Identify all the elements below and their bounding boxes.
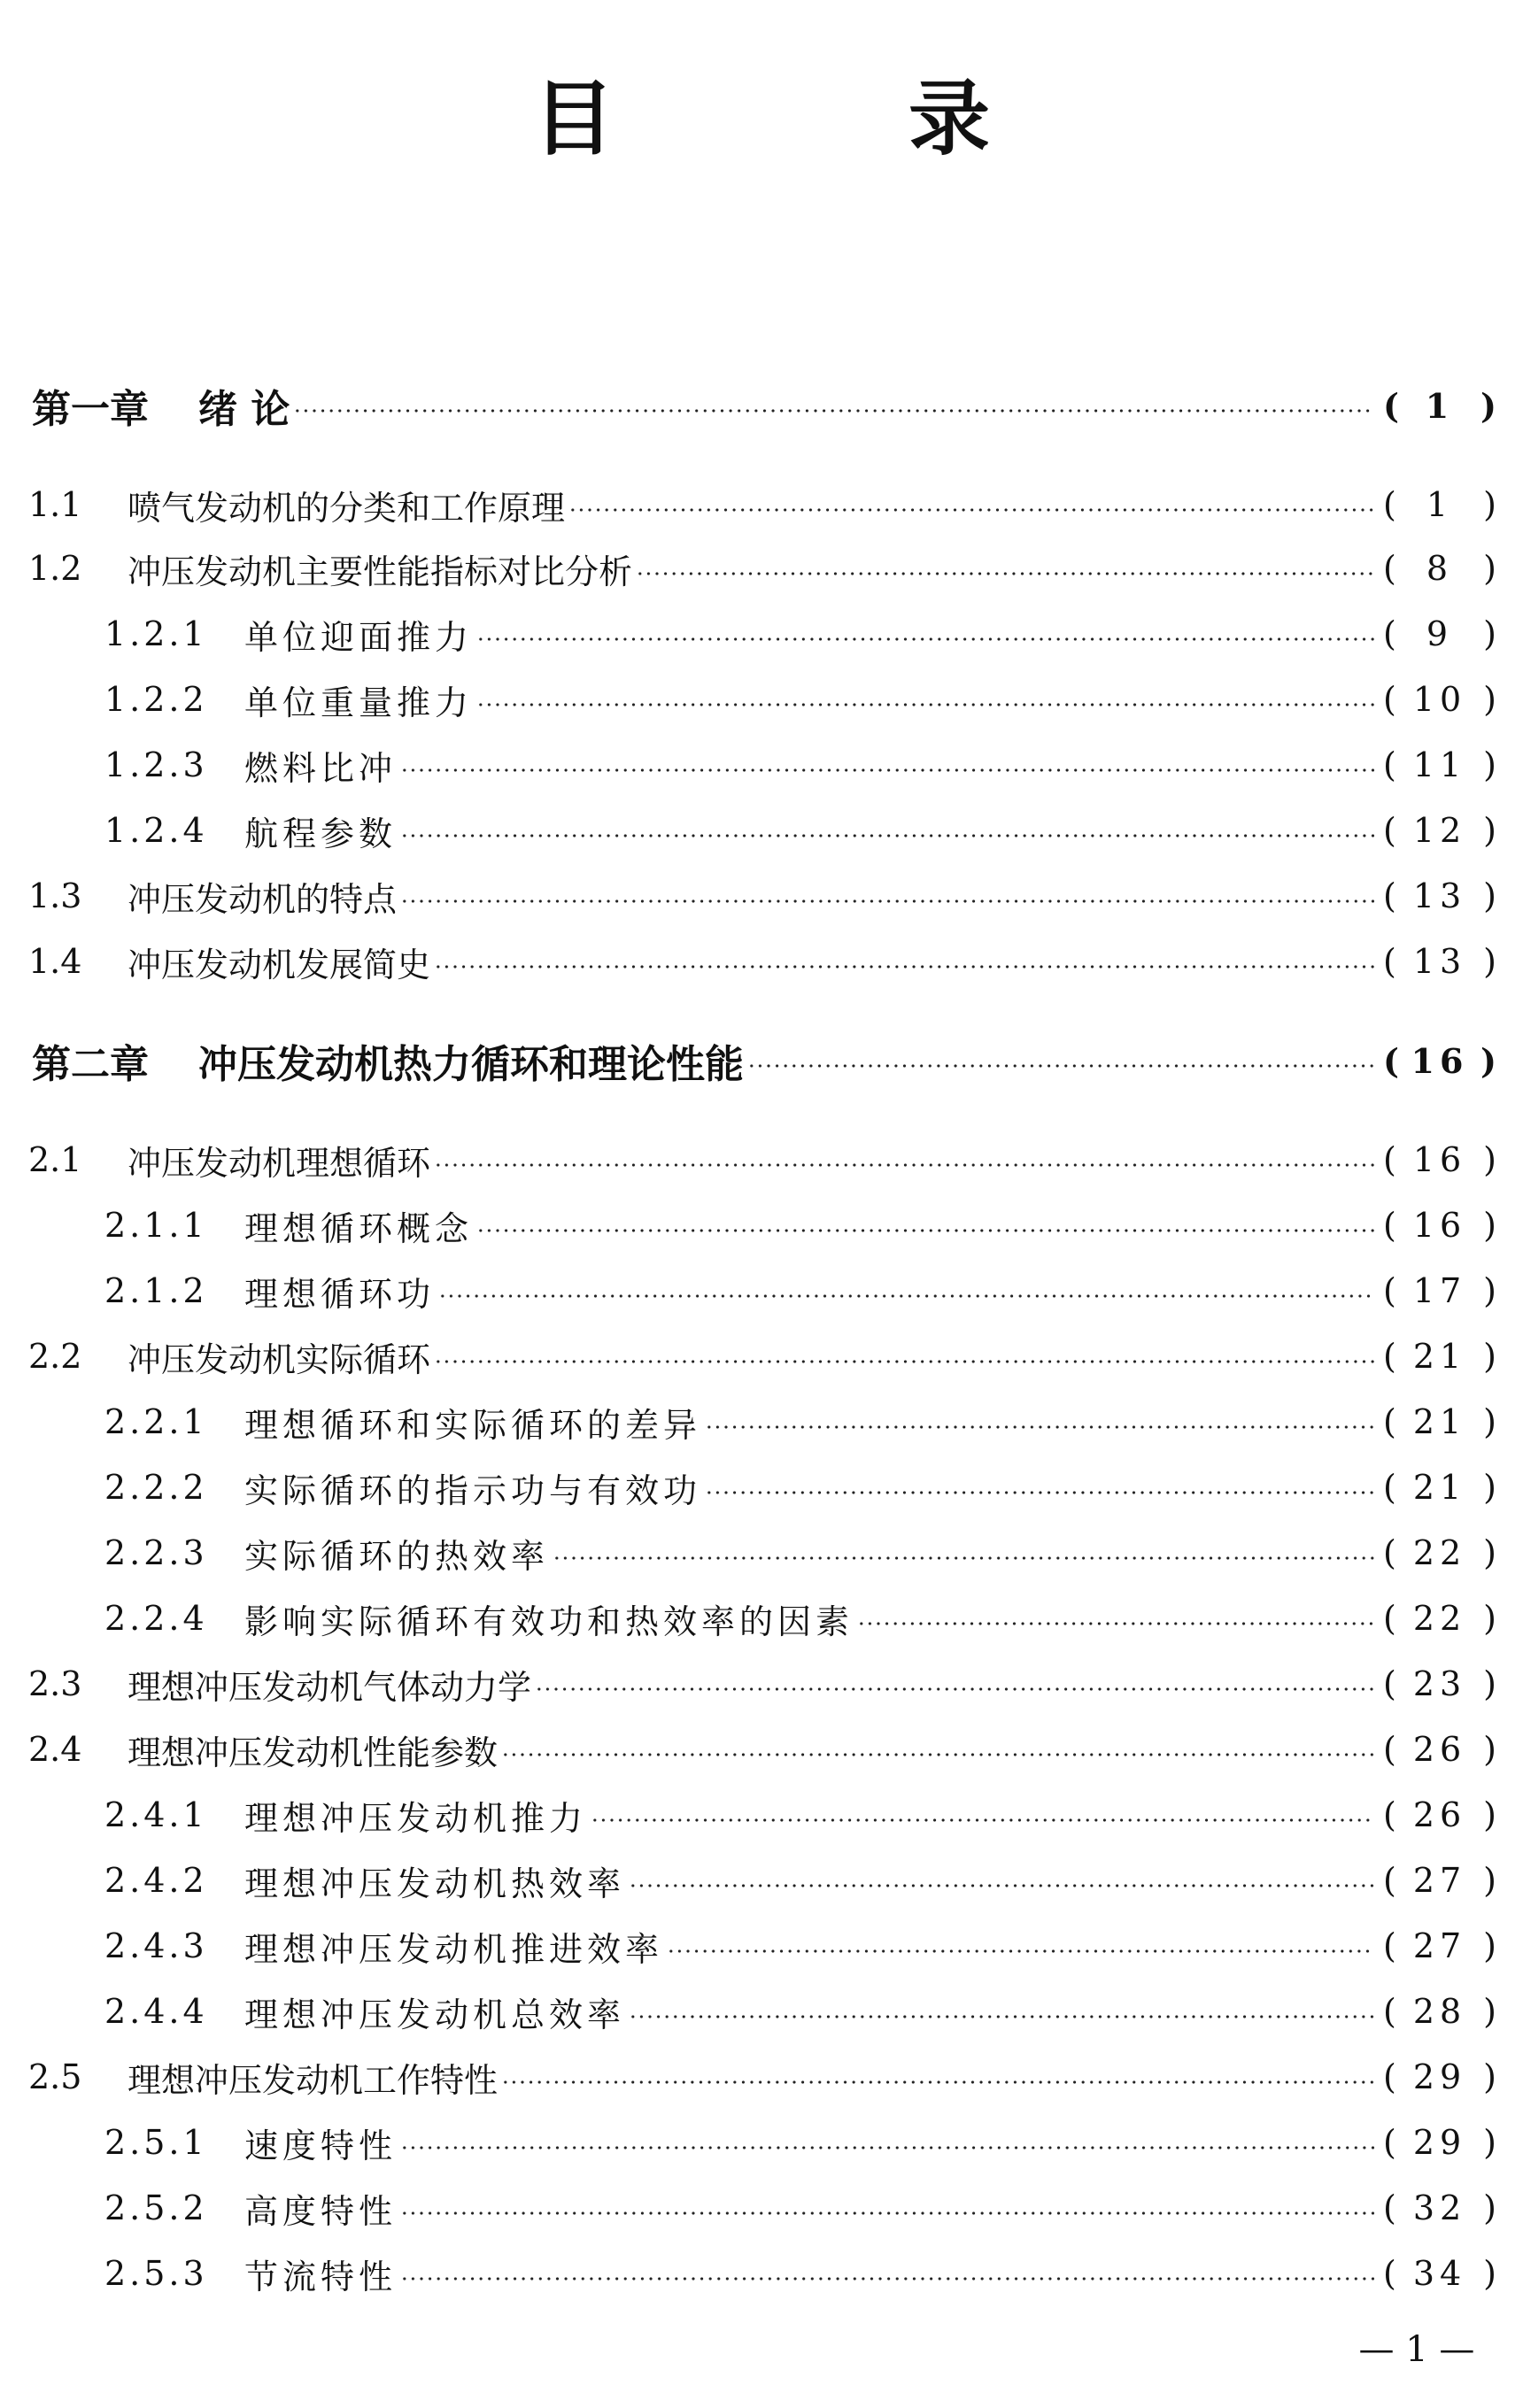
toc-entry-number: 1.3: [28, 876, 82, 915]
page-number-value: 9: [1426, 614, 1454, 653]
page-number-value: 22: [1412, 1599, 1467, 1638]
dot-leader: [438, 1294, 1374, 1298]
toc-entry-number: 2.2.4: [104, 1599, 208, 1638]
toc-entry-title: 理想冲压发动机热效率: [244, 1864, 626, 1903]
toc-entry-page: ( 26 ): [1383, 1795, 1496, 1834]
page-number-value: 23: [1412, 1664, 1467, 1703]
page-number-value: 34: [1412, 2254, 1467, 2293]
toc-entry-number: 1.2.2: [104, 680, 208, 719]
toc-section-entry[interactable]: [28, 869, 1496, 922]
page-number-value: 13: [1412, 876, 1467, 915]
toc-entry-title: 冲压发动机发展简史: [128, 945, 431, 984]
page-number-value: 27: [1412, 1861, 1467, 1900]
dot-leader: [293, 409, 1374, 413]
toc-subsection-entry[interactable]: [104, 804, 1496, 857]
toc-entry-title: 理想冲压发动机推进效率: [244, 1929, 664, 1969]
toc-entry-page: ( 21 ): [1383, 1402, 1496, 1441]
toc-entry-page: ( 1 ): [1383, 485, 1496, 524]
toc-entry-page: ( 1 ): [1383, 385, 1496, 426]
dot-leader: [535, 1687, 1374, 1691]
toc-entry-page: ( 12 ): [1383, 811, 1496, 850]
toc-entry-number: 2.2: [28, 1337, 82, 1376]
toc-entry-page: ( 16 ): [1383, 1206, 1496, 1245]
toc-entry-page: ( 17 ): [1383, 1271, 1496, 1310]
toc-subsection-entry[interactable]: [104, 1461, 1496, 1514]
toc-entry-number: 2.2.1: [104, 1402, 208, 1441]
dot-leader: [434, 1360, 1374, 1363]
page-number-value: 21: [1412, 1402, 1467, 1441]
toc-entry-number: 1.1: [28, 485, 82, 524]
toc-entry-page: ( 11 ): [1383, 745, 1496, 784]
toc-chapter-entry[interactable]: [32, 1034, 1496, 1087]
toc-entry-title: 理想冲压发动机推力: [244, 1798, 588, 1838]
dot-leader: [476, 703, 1374, 706]
toc-entry-number: 2.2.2: [104, 1468, 208, 1507]
toc-subsection-entry[interactable]: [104, 1264, 1496, 1317]
dot-leader: [476, 637, 1374, 641]
dot-leader: [568, 508, 1374, 512]
toc-subsection-entry[interactable]: [104, 1395, 1496, 1448]
page-title: 目 录: [532, 72, 1124, 166]
toc-entry-page: ( 21 ): [1383, 1337, 1496, 1376]
toc-subsection-entry[interactable]: [104, 2181, 1496, 2234]
page-number: — 1 —: [1358, 2329, 1475, 2370]
page-number-value: 1: [1426, 485, 1454, 524]
toc-entry-number: 2.5.1: [104, 2123, 208, 2162]
toc-section-entry[interactable]: [28, 935, 1496, 988]
page-number-value: 10: [1412, 680, 1467, 719]
page-number-value: 17: [1412, 1271, 1467, 1310]
dot-leader: [705, 1491, 1374, 1494]
toc-section-entry[interactable]: [28, 1330, 1496, 1383]
page-number-value: 1: [1425, 385, 1455, 426]
page-number-value: 21: [1412, 1468, 1467, 1507]
toc-entry-title: 冲压发动机热力循环和理论性能: [198, 1042, 744, 1087]
toc-entry-page: ( 26 ): [1383, 1730, 1496, 1769]
toc-entry-page: ( 29 ): [1383, 2057, 1496, 2096]
page-number-value: 29: [1412, 2057, 1467, 2096]
dot-leader: [434, 1163, 1374, 1167]
toc-entry-number: 2.4.1: [104, 1795, 208, 1834]
toc-entry-title: 影响实际循环有效功和热效率的因素: [244, 1601, 854, 1641]
toc-subsection-entry[interactable]: [104, 738, 1496, 791]
toc-entry-title: 理想循环功: [244, 1274, 436, 1314]
toc-entry-page: ( 22 ): [1383, 1599, 1496, 1638]
toc-entry-page: ( 8 ): [1383, 549, 1496, 588]
toc-entry-page: ( 16 ): [1383, 1140, 1496, 1179]
page-number-value: 13: [1412, 942, 1467, 981]
toc-entry-number: 2.4.2: [104, 1861, 208, 1900]
toc-entry-title: 喷气发动机的分类和工作原理: [128, 488, 566, 528]
toc-entry-title: 绪 论: [198, 387, 290, 432]
dot-leader: [400, 834, 1374, 837]
toc-entry-title: 冲压发动机理想循环: [128, 1143, 431, 1183]
dot-leader: [434, 965, 1374, 969]
page-number-value: 26: [1412, 1795, 1467, 1834]
toc-entry-title: 航程参数: [244, 814, 398, 853]
toc-entry-number: 2.1.1: [104, 1206, 208, 1245]
toc-subsection-entry[interactable]: [104, 2116, 1496, 2169]
toc-section-entry[interactable]: [28, 542, 1496, 595]
dot-leader: [501, 2080, 1374, 2084]
toc-entry-number: 2.1: [28, 1140, 82, 1179]
dot-leader: [747, 1064, 1374, 1068]
dot-leader: [400, 2146, 1374, 2149]
toc-entry-page: ( 32 ): [1383, 2188, 1496, 2227]
toc-subsection-entry[interactable]: [104, 1592, 1496, 1645]
toc-subsection-entry[interactable]: [104, 1526, 1496, 1579]
toc-entry-number: 第二章: [32, 1042, 149, 1087]
toc-subsection-entry[interactable]: [104, 673, 1496, 726]
toc-subsection-entry[interactable]: [104, 1199, 1496, 1252]
page-number-value: 8: [1426, 549, 1454, 588]
toc-entry-number: 2.4: [28, 1730, 82, 1769]
toc-entry-number: 2.5.2: [104, 2188, 208, 2227]
toc-entry-title: 理想循环和实际循环的差异: [244, 1405, 702, 1445]
toc-entry-page: ( 13 ): [1383, 942, 1496, 981]
dot-leader: [476, 1229, 1374, 1232]
dot-leader: [400, 2277, 1374, 2281]
toc-entry-page: ( 28 ): [1383, 1992, 1496, 2031]
toc-entry-page: ( 23 ): [1383, 1664, 1496, 1703]
toc-entry-page: ( 9 ): [1383, 614, 1496, 653]
toc-entry-page: ( 27 ): [1383, 1861, 1496, 1900]
toc-entry-number: 1.4: [28, 942, 82, 981]
toc-entry-number: 2.5.3: [104, 2254, 208, 2293]
toc-entry-title: 实际循环的热效率: [244, 1536, 550, 1576]
toc-entry-title: 实际循环的指示功与有效功: [244, 1470, 702, 1510]
toc-entry-number: 1.2.3: [104, 745, 208, 784]
toc-subsection-entry[interactable]: [104, 1985, 1496, 2038]
toc-entry-page: ( 21 ): [1383, 1468, 1496, 1507]
dot-leader: [591, 1818, 1374, 1822]
toc-entry-title: 高度特性: [244, 2191, 398, 2231]
toc-entry-number: 1.2.1: [104, 614, 208, 653]
toc-entry-number: 2.4.3: [104, 1926, 208, 1965]
toc-entry-page: ( 10 ): [1383, 680, 1496, 719]
dot-leader: [400, 768, 1374, 772]
toc-section-entry[interactable]: [28, 1723, 1496, 1776]
page-number-value: 26: [1412, 1730, 1467, 1769]
toc-entry-title: 理想循环概念: [244, 1208, 474, 1248]
page-number-value: 12: [1412, 811, 1467, 850]
dot-leader: [501, 1753, 1374, 1756]
page-number-value: 16: [1412, 1206, 1467, 1245]
page-number-value: 32: [1412, 2188, 1467, 2227]
page-number-value: 27: [1412, 1926, 1467, 1965]
dot-leader: [667, 1949, 1374, 1953]
toc-entry-page: ( 29 ): [1383, 2123, 1496, 2162]
page-number-value: 28: [1412, 1992, 1467, 2031]
toc-subsection-entry[interactable]: [104, 1919, 1496, 1972]
toc-subsection-entry[interactable]: [104, 1788, 1496, 1841]
toc-chapter-entry[interactable]: [32, 379, 1496, 432]
toc-entry-number: 2.3: [28, 1664, 82, 1703]
toc-entry-title: 单位迎面推力: [244, 617, 474, 657]
toc-entry-page: ( 13 ): [1383, 876, 1496, 915]
toc-section-entry[interactable]: [28, 2050, 1496, 2103]
page-number-value: 16: [1412, 1140, 1467, 1179]
toc-entry-number: 第一章: [32, 387, 149, 432]
page-number-value: 16: [1411, 1040, 1469, 1081]
toc-entry-number: 2.2.3: [104, 1533, 208, 1572]
toc-entry-title: 燃料比冲: [244, 748, 398, 788]
toc-entry-title: 冲压发动机主要性能指标对比分析: [128, 552, 633, 591]
toc-entry-title: 冲压发动机实际循环: [128, 1339, 431, 1379]
dot-leader: [857, 1622, 1374, 1625]
dot-leader: [553, 1556, 1374, 1560]
toc-entry-number: 2.1.2: [104, 1271, 208, 1310]
dot-leader: [400, 899, 1374, 903]
dot-leader: [705, 1425, 1374, 1429]
toc-subsection-entry[interactable]: [104, 2247, 1496, 2300]
toc-entry-title: 理想冲压发动机工作特性: [128, 2060, 499, 2100]
toc-entry-page: ( 27 ): [1383, 1926, 1496, 1965]
toc-section-entry[interactable]: [28, 478, 1496, 531]
toc-entry-page: ( 16 ): [1383, 1040, 1496, 1081]
toc-entry-page: ( 34 ): [1383, 2254, 1496, 2293]
dot-leader: [629, 1884, 1374, 1887]
dot-leader: [629, 2015, 1374, 2018]
toc-subsection-entry[interactable]: [104, 607, 1496, 660]
page-number-value: 22: [1412, 1533, 1467, 1572]
dot-leader: [636, 572, 1374, 575]
toc-entry-page: ( 22 ): [1383, 1533, 1496, 1572]
page-number-value: 11: [1412, 745, 1467, 784]
toc-entry-title: 冲压发动机的特点: [128, 879, 398, 919]
toc-entry-title: 单位重量推力: [244, 683, 474, 722]
toc-subsection-entry[interactable]: [104, 1854, 1496, 1907]
toc-section-entry[interactable]: [28, 1657, 1496, 1710]
dot-leader: [400, 2211, 1374, 2215]
toc-entry-number: 1.2.4: [104, 811, 208, 850]
toc-entry-title: 速度特性: [244, 2126, 398, 2165]
page-number-value: 21: [1412, 1337, 1467, 1376]
toc-section-entry[interactable]: [28, 1133, 1496, 1186]
toc-entry-title: 节流特性: [244, 2257, 398, 2296]
toc-entry-title: 理想冲压发动机性能参数: [128, 1733, 499, 1772]
toc-entry-title: 理想冲压发动机气体动力学: [128, 1667, 532, 1707]
toc-entry-number: 2.5: [28, 2057, 82, 2096]
toc-entry-number: 2.4.4: [104, 1992, 208, 2031]
page-number-value: 29: [1412, 2123, 1467, 2162]
toc-entry-number: 1.2: [28, 549, 82, 588]
toc-entry-title: 理想冲压发动机总效率: [244, 1995, 626, 2034]
